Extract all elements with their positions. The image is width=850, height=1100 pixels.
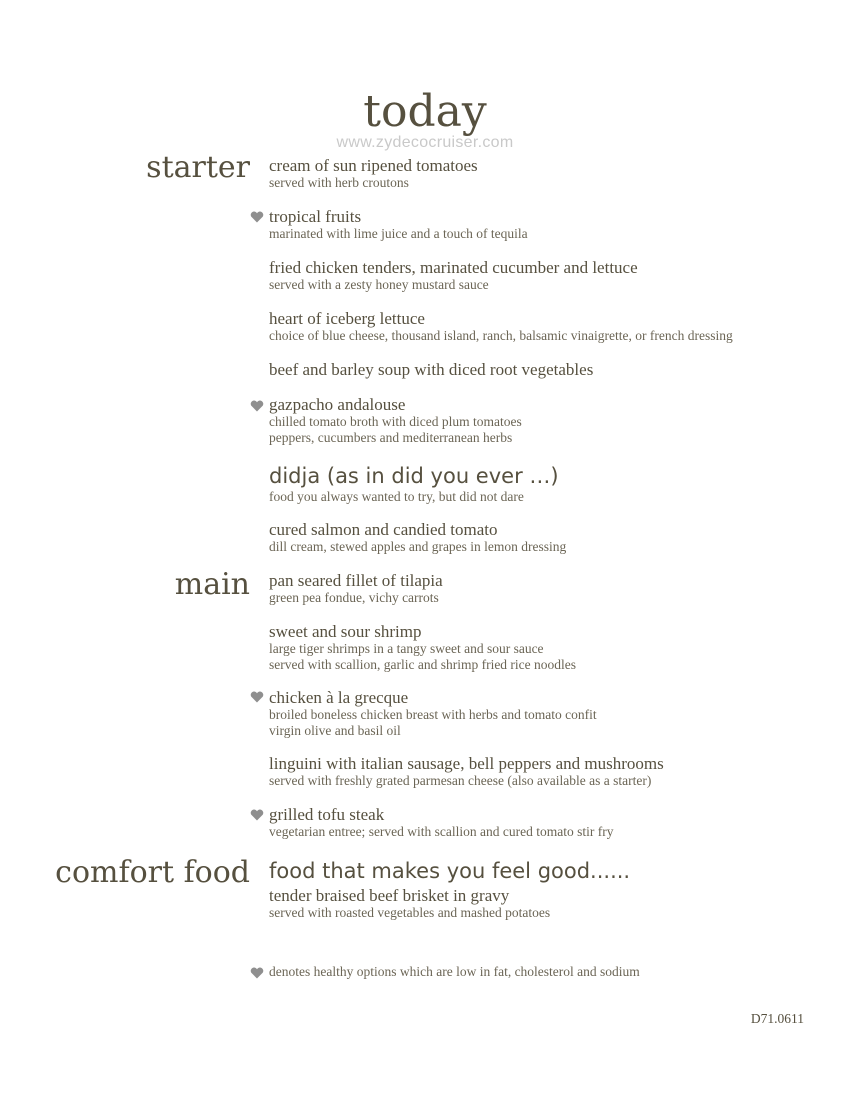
item-name: food that makes you feel good...... (269, 859, 631, 883)
heart-icon (250, 809, 264, 821)
item-description: served with roasted vegetables and mashed potatoes (269, 905, 551, 920)
item-name: pan seared fillet of tilapia (269, 571, 443, 590)
item-name: fried chicken tenders, marinated cucumber and lettuce (269, 258, 638, 277)
menu-item (269, 156, 829, 191)
menu-item (269, 463, 829, 505)
section-label-comfort-food: comfort food (55, 855, 250, 890)
item-description: served with herb croutons (269, 175, 409, 190)
item-description: large tiger shrimps in a tangy sweet and sour sauce (269, 641, 544, 656)
comfort-food-tagline (269, 858, 829, 884)
item-name: tropical fruits (269, 207, 362, 226)
menu-item (269, 571, 829, 606)
healthy-legend: denotes healthy options which are low in fat, cholesterol and sodium (269, 964, 640, 979)
item-name: sweet and sour shrimp (269, 622, 422, 641)
item-description: vegetarian entree; served with scallion and cured tomato stir fry (269, 824, 614, 839)
menu-code: D71.0611 (750, 1011, 804, 1026)
item-description: choice of blue cheese, thousand island, ranch, balsamic vinaigrette, or french dressing (269, 328, 733, 343)
item-description: served with a zesty honey mustard sauce (269, 277, 489, 292)
menu-item (269, 258, 829, 293)
menu-item (269, 395, 829, 445)
item-name: didja (as in did you ever …) (269, 464, 559, 488)
item-description: dill cream, stewed apples and grapes in lemon dressing (269, 539, 567, 554)
item-description: virgin olive and basil oil (269, 722, 401, 738)
section-label-starter: starter (146, 150, 250, 185)
item-name: chicken à la grecque (269, 688, 409, 707)
item-name: cream of sun ripened tomatoes (269, 156, 478, 175)
menu-item (269, 520, 829, 555)
item-name: heart of iceberg lettuce (269, 309, 425, 328)
menu-item (269, 360, 829, 379)
item-description: broiled boneless chicken breast with herbs and tomato confit (269, 707, 597, 722)
item-name: beef and barley soup with diced root vegetables (269, 360, 594, 379)
item-description: peppers, cucumbers and mediterranean herbs (269, 429, 513, 445)
item-description: food you always wanted to try, but did not dare (269, 489, 524, 504)
item-description: chilled tomato broth with diced plum tomatoes (269, 414, 522, 429)
heart-icon (250, 400, 264, 412)
menu-item (269, 886, 829, 921)
heart-icon (250, 691, 264, 703)
item-name: grilled tofu steak (269, 805, 385, 824)
section-label-main: main (174, 567, 250, 602)
menu-item (269, 688, 829, 738)
item-description: served with scallion, garlic and shrimp fried rice noodles (269, 656, 577, 672)
item-description: green pea fondue, vichy carrots (269, 590, 439, 605)
menu-item (269, 207, 829, 242)
item-description: marinated with lime juice and a touch of tequila (269, 226, 528, 241)
menu-item (269, 754, 829, 789)
menu-item (269, 805, 829, 840)
item-name: tender braised beef brisket in gravy (269, 886, 510, 905)
item-description: served with freshly grated parmesan cheese (also available as a starter) (269, 773, 652, 788)
item-name: gazpacho andalouse (269, 395, 406, 414)
item-name: linguini with italian sausage, bell peppers and mushrooms (269, 754, 664, 773)
heart-icon (250, 211, 264, 223)
page-title: today (363, 86, 487, 137)
menu-item (269, 622, 829, 672)
menu-item (269, 309, 829, 344)
item-name: cured salmon and candied tomato (269, 520, 498, 539)
heart-icon (250, 967, 264, 979)
watermark: www.zydecocruiser.com (336, 134, 514, 151)
